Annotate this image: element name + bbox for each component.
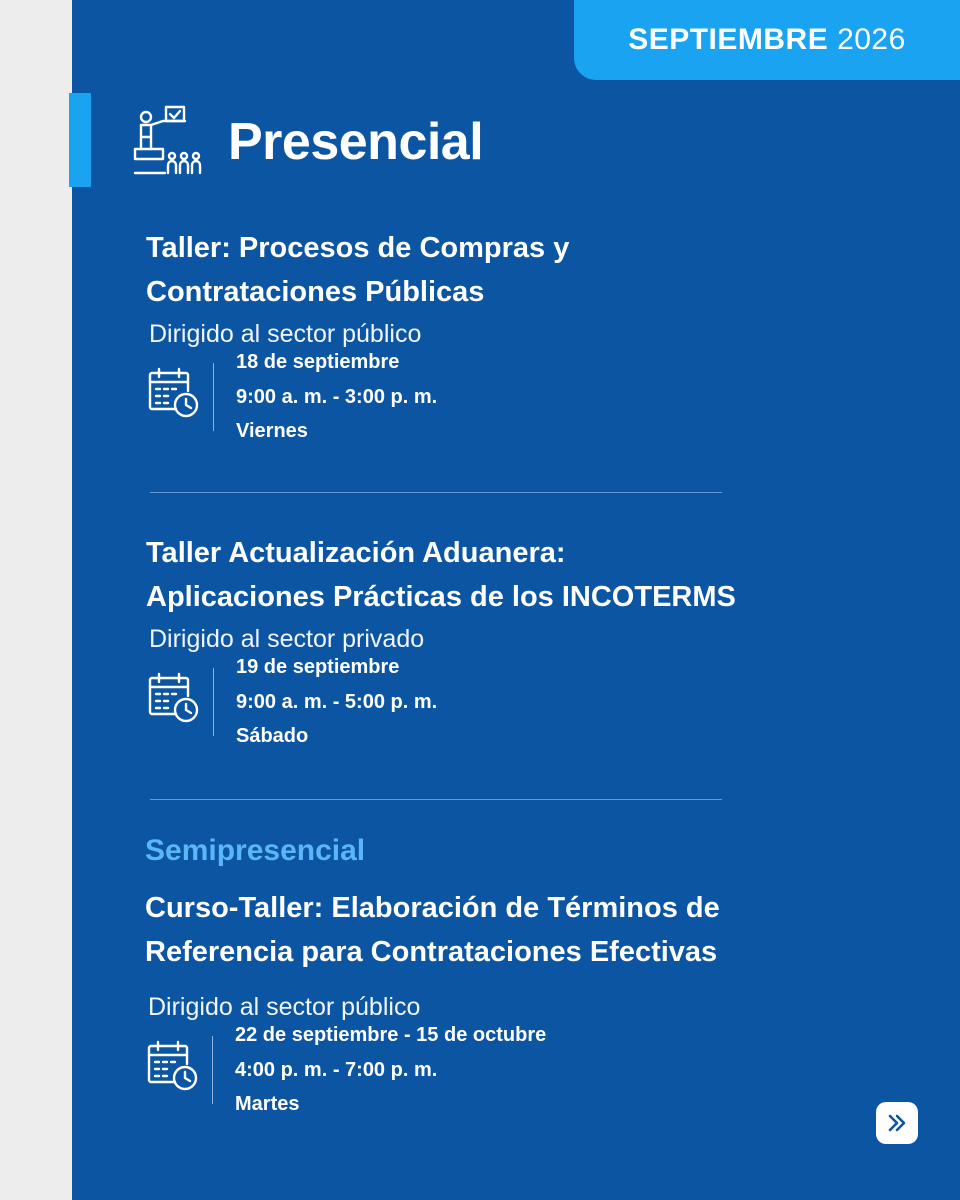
section-accent-bar (69, 93, 91, 187)
event-title-line: Contrataciones Públicas (146, 276, 485, 308)
event-date: 18 de septiembre (236, 351, 400, 373)
calendar-clock-icon (146, 365, 202, 421)
detail-divider (213, 363, 214, 431)
section-title: Presencial (228, 113, 484, 171)
year-label: 2026 (837, 23, 906, 56)
subsection-title: Semipresencial (145, 834, 366, 867)
event-time: 9:00 a. m. - 5:00 p. m. (236, 691, 438, 713)
event-time: 4:00 p. m. - 7:00 p. m. (235, 1059, 438, 1081)
calendar-clock-icon (145, 1038, 201, 1094)
presentation-icon (132, 103, 208, 179)
detail-divider (213, 668, 214, 736)
event-card (146, 531, 886, 772)
event-details (146, 656, 886, 772)
event-audience: Dirigido al sector público (149, 320, 422, 348)
event-day: Martes (235, 1093, 300, 1115)
event-day: Sábado (236, 725, 309, 747)
event-card (146, 226, 886, 467)
next-slide-button[interactable] (876, 1102, 918, 1144)
event-card (145, 886, 885, 1140)
event-title-line: Curso-Taller: Elaboración de Términos de (145, 892, 720, 924)
event-title-line: Taller Actualización Aduanera: (146, 537, 566, 569)
event-divider (150, 799, 722, 800)
event-title-line: Aplicaciones Prácticas de los INCOTERMS (146, 581, 736, 613)
event-audience: Dirigido al sector privado (149, 625, 425, 653)
event-divider (150, 492, 722, 493)
event-time: 9:00 a. m. - 3:00 p. m. (236, 386, 438, 408)
event-date: 19 de septiembre (236, 656, 400, 678)
detail-divider (212, 1036, 213, 1104)
calendar-clock-icon (146, 670, 202, 726)
month-badge (574, 0, 960, 80)
event-day: Viernes (236, 420, 308, 442)
double-chevron-right-icon (885, 1111, 909, 1135)
month-label: SEPTIEMBRE (628, 23, 829, 56)
event-date: 22 de septiembre - 15 de octubre (235, 1024, 547, 1046)
event-title-line: Referencia para Contrataciones Efectivas (145, 936, 718, 968)
event-details (146, 351, 886, 467)
event-details (145, 1024, 885, 1140)
event-title-line: Taller: Procesos de Compras y (146, 232, 570, 264)
event-audience: Dirigido al sector público (148, 993, 421, 1021)
